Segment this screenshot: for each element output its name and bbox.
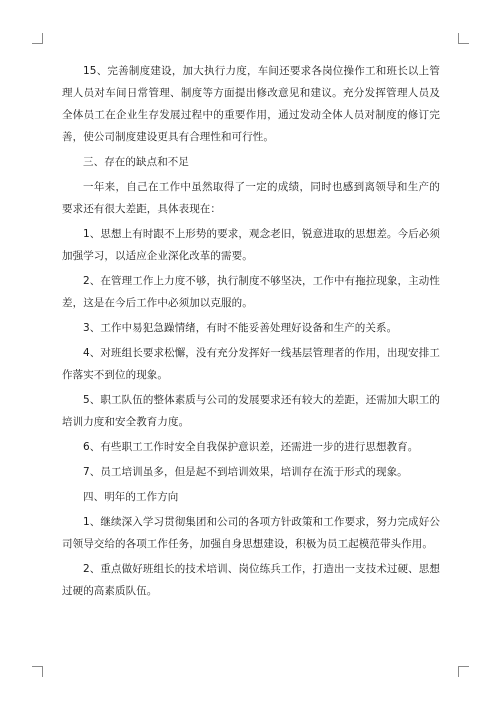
crop-mark-top-right	[458, 33, 469, 44]
paragraph-shortcoming-3: 3、工作中易犯急躁情绪，有时不能妥善处理好设备和生产的关系。	[83, 322, 398, 334]
paragraph-shortcoming-5: 5、职工队伍的整体素质与公司的发展要求还有较大的差距，还需加大职工的培训力度和安全教育力度。	[62, 394, 440, 428]
crop-mark-bottom-right	[458, 666, 469, 677]
paragraph-item-15: 15、完善制度建设，加大执行力度，车间还要求各岗位操作工和班长以上管理人员对车间日常管理、制度等方面提出修改意见和建议。充分发挥管理人员及全体员工在企业生存发展过程中的重要作用，通过发动全体人员对制度的修订完善，使公司制度建设更具有合理性和可行性。	[62, 65, 440, 143]
paragraph-shortcoming-6: 6、有些职工工作时安全自我保护意识差，还需进一步的进行思想教育。	[83, 441, 419, 453]
paragraph-shortcoming-7: 7、员工培训虽多，但是起不到培训效果，培训存在流于形式的现象。	[83, 466, 408, 478]
section-heading-next-year: 四、明年的工作方向	[83, 491, 179, 503]
paragraph-direction-2: 2、重点做好班组长的技术培训、岗位练兵工作，打造出一支技术过硬、思想过硬的高素质队伍。	[62, 563, 440, 597]
paragraph-shortcoming-1: 1、思想上有时跟不上形势的要求，观念老旧，锐意进取的思想差。今后必须加强学习，以适应企业深化改革的需要。	[62, 228, 440, 262]
paragraph-shortcoming-4: 4、对班组长要求松懈，没有充分发挥好一线基层管理者的作用，出现安排工作落实不到位的现象。	[62, 347, 440, 381]
document-body	[62, 60, 440, 602]
section-heading-shortcomings: 三、存在的缺点和不足	[83, 156, 189, 168]
crop-mark-bottom-left	[32, 666, 43, 677]
crop-mark-top-left	[32, 33, 43, 44]
paragraph-direction-1: 1、继续深入学习贯彻集团和公司的各项方针政策和工作要求，努力完成好公司领导交给的各项工作任务，加强自身思想建设，积极为员工起模范带头作用。	[62, 516, 440, 550]
paragraph-summary: 一年来，自己在工作中虽然取得了一定的成绩，同时也感到离领导和生产的要求还有很大差距，具体表现在：	[62, 181, 440, 215]
paragraph-shortcoming-2: 2、在管理工作上力度不够，执行制度不够坚决，工作中有拖拉现象，主动性差，这是在今后工作中必须加以克服的。	[62, 275, 440, 309]
